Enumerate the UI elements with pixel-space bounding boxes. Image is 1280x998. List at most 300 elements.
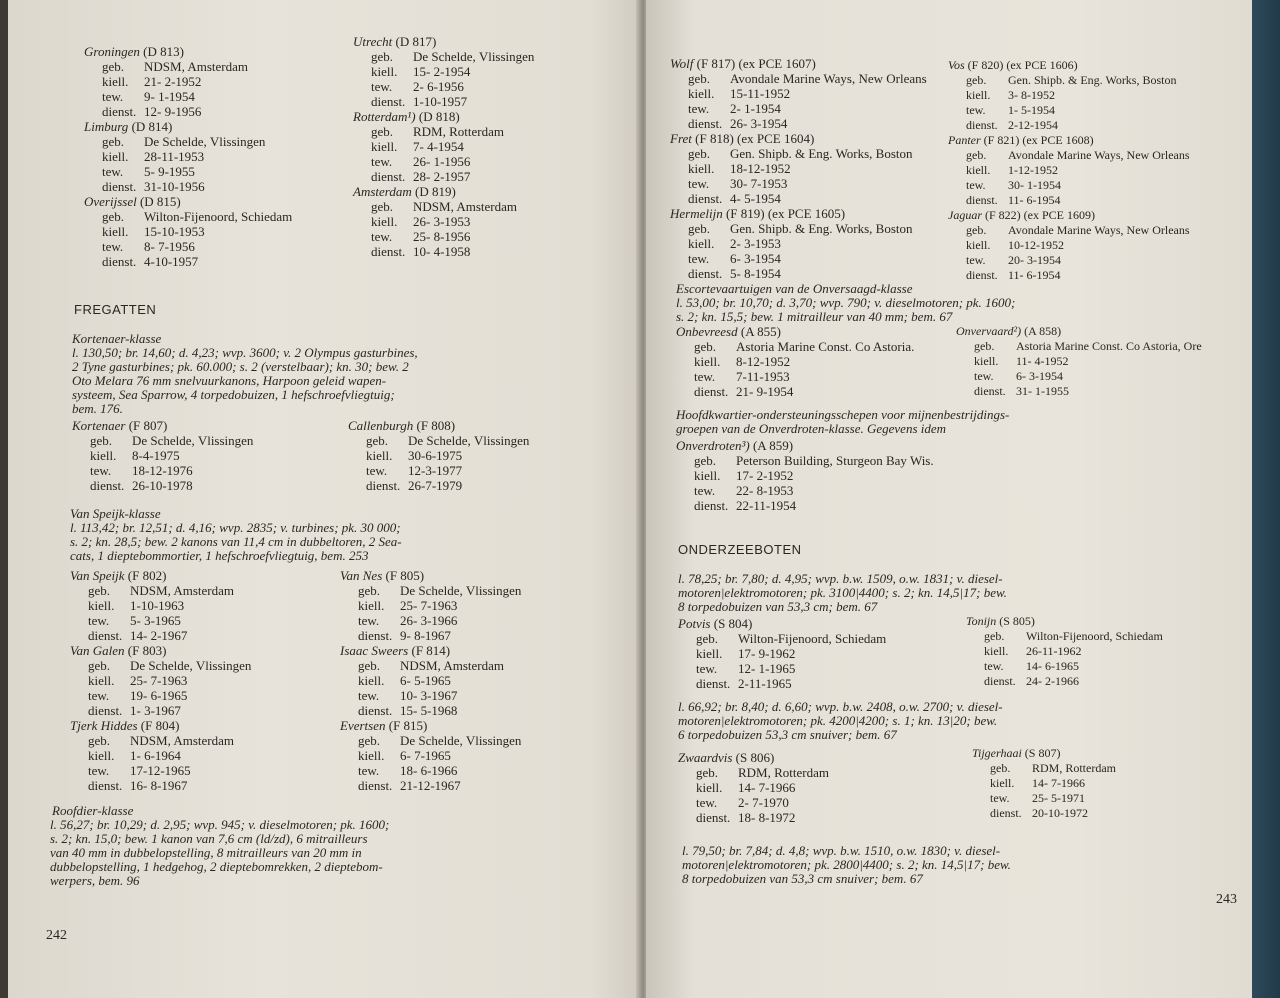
detail-label: tew. [688,251,710,266]
spec-line: dubbelopstelling, 1 hedgehog, 2 dieptebomrekken, 2 dieptebom- [50,859,383,874]
spec-block [70,521,402,563]
ship-detail-row [948,118,1190,133]
detail-value: 21- 2-1952 [144,74,202,89]
ship-code: (D 815) [139,194,181,209]
detail-value: 8- 7-1956 [144,239,195,254]
detail-value: 15-10-1953 [144,224,205,239]
spec-block [678,700,1003,742]
spec-line: werpers, bem. 96 [50,873,140,888]
ship-detail-row [956,354,1202,369]
ship-record [84,119,292,194]
detail-value: Gen. Shipb. & Eng. Works, Boston [730,146,913,161]
detail-label: tew. [694,483,716,498]
ship-title [353,34,534,49]
spec-line: l. 53,00; br. 10,70; d. 3,70; wvp. 790; v. dieselmotoren; pk. 1600; [676,295,1016,310]
ship-list [72,418,253,493]
detail-label: dienst. [88,778,123,793]
detail-label: dienst. [90,478,125,493]
ship-detail-row [353,214,534,229]
detail-label: geb. [688,146,711,161]
ship-list [70,568,251,793]
ship-detail-row [70,703,251,718]
detail-value: 18-12-1952 [730,161,791,176]
detail-value: NDSM, Amsterdam [400,658,504,673]
ship-detail-row [353,244,534,259]
spec-block [676,408,1009,436]
detail-value: 2- 6-1956 [413,79,464,94]
detail-label: tew. [358,613,380,628]
ship-record [670,206,927,281]
ship-record [972,746,1116,821]
ship-detail-row [340,613,521,628]
detail-label: kiell. [366,448,393,463]
spec-line: motoren|elektromotoren; pk. 4200|4200; s. 1; kn. 13|20; bew. [678,713,998,728]
ship-detail-row [678,780,829,795]
spec-line: motoren|elektromotoren; pk. 3100|4400; s. 2; kn. 14,5|17; bew. [678,585,1007,600]
ship-list [972,746,1116,821]
detail-label: dienst. [358,778,393,793]
detail-label: kiell. [371,139,398,154]
detail-label: kiell. [358,748,385,763]
detail-label: tew. [358,763,380,778]
ship-detail-row [678,676,886,691]
ship-code: (F 821) (ex PCE 1608) [983,133,1094,147]
ship-code: (F 803) [127,643,167,658]
detail-value: 22- 8-1953 [736,483,794,498]
detail-label: tew. [688,101,710,116]
ship-detail-row [70,763,251,778]
detail-value: 11- 4-1952 [1016,354,1069,368]
detail-label: dienst. [984,674,1016,688]
detail-value: 1-10-1957 [413,94,468,109]
ship-record [340,568,521,643]
detail-label: kiell. [88,748,115,763]
ship-list [678,616,886,691]
ship-detail-row [340,673,521,688]
detail-label: kiell. [102,224,129,239]
detail-value: 7-11-1953 [736,369,790,384]
ship-code: (F 814) [411,643,451,658]
detail-label: tew. [696,661,718,676]
ship-code: (A 858) [1024,324,1062,338]
ship-detail-row [353,154,534,169]
spec-line: l. 56,27; br. 10,29; d. 2,95; wvp. 945; v. dieselmotoren; pk. 1600; [50,817,390,832]
ship-code: (S 805) [999,614,1035,628]
ship-detail-row [348,463,529,478]
ship-title [70,643,251,658]
detail-label: kiell. [358,673,385,688]
spec-line: Escortevaartuigen van de Onversaagd-klasse [676,281,913,296]
detail-value: Wilton-Fijenoord, Schiedam [144,209,293,224]
spec-line: l. 66,92; br. 8,40; d. 6,60; wvp. b.w. 2408, o.w. 2700; v. diesel- [678,699,1003,714]
spec-block [50,818,389,888]
ship-detail-row [678,810,829,825]
ship-detail-row [84,209,292,224]
ship-detail-row [84,239,292,254]
detail-value: 2-11-1965 [738,676,792,691]
detail-label: tew. [102,89,124,104]
ship-code: (S 806) [735,750,775,765]
ship-detail-row [676,483,934,498]
ship-title [676,324,914,339]
ship-detail-row [340,688,521,703]
detail-label: tew. [990,791,1010,805]
ship-detail-row [353,199,534,214]
detail-label: geb. [102,134,125,149]
ship-detail-row [72,463,253,478]
ship-detail-row [72,433,253,448]
ship-detail-row [948,238,1190,253]
detail-label: dienst. [371,169,406,184]
ship-record [353,109,534,184]
ship-detail-row [972,761,1116,776]
detail-label: geb. [966,148,987,162]
detail-value: NDSM, Amsterdam [413,199,517,214]
ship-name: Onvervaard²) [956,324,1022,338]
detail-value: 12- 1-1965 [738,661,796,676]
ship-record [676,438,934,513]
detail-label: kiell. [984,644,1009,658]
ship-detail-row [670,146,927,161]
detail-label: kiell. [966,88,991,102]
detail-label: kiell. [966,163,991,177]
ship-name: Hermelijn [670,206,723,221]
ship-detail-row [670,161,927,176]
page-number: 243 [1216,892,1237,907]
detail-label: geb. [696,765,719,780]
detail-value: 14- 7-1966 [738,780,796,795]
detail-value: 2- 3-1953 [730,236,781,251]
detail-value: De Schelde, Vlissingen [132,433,254,448]
ship-code: (D 819) [415,184,456,199]
ship-title [670,56,927,71]
detail-value: 26-11-1962 [1026,644,1082,658]
ship-list [348,418,529,493]
ship-detail-row [70,658,251,673]
detail-value: 19- 6-1965 [130,688,188,703]
detail-value: 25- 7-1963 [130,673,188,688]
detail-value: 28- 2-1957 [413,169,471,184]
ship-detail-row [956,384,1202,399]
detail-label: geb. [102,59,125,74]
ship-detail-row [70,688,251,703]
ship-title [972,746,1116,761]
spec-block [682,844,1011,886]
detail-value: 16- 8-1967 [130,778,188,793]
ship-detail-row [70,778,251,793]
detail-value: 30- 1-1954 [1008,178,1061,192]
ship-record [70,718,251,793]
detail-label: kiell. [694,354,721,369]
ship-name: Van Speijk [70,568,125,583]
ship-detail-row [70,673,251,688]
ship-detail-row [676,453,934,468]
detail-label: kiell. [371,214,398,229]
ship-detail-row [84,254,292,269]
detail-label: geb. [358,733,381,748]
spec-block [676,282,1015,324]
ship-detail-row [84,104,292,119]
detail-label: kiell. [688,86,715,101]
detail-label: tew. [88,763,110,778]
detail-label: dienst. [696,676,731,691]
ship-list [678,750,829,825]
ship-title [348,418,529,433]
ship-record [676,324,914,399]
ship-name: Onbevreesd [676,324,738,339]
spec-line: bem. 176. [72,401,123,416]
detail-label: geb. [966,223,987,237]
ship-detail-row [353,169,534,184]
ship-detail-row [72,448,253,463]
detail-label: dienst. [688,266,723,281]
spec-line: l. 78,25; br. 7,80; d. 4,95; wvp. b.w. 1509, o.w. 1831; v. diesel- [678,571,1003,586]
class-title: Kortenaer-klasse [72,331,162,346]
ship-detail-row [966,659,1163,674]
ship-title [84,119,292,134]
detail-value: 7- 4-1954 [413,139,464,154]
ship-name: Van Nes [340,568,383,583]
spec-line: l. 113,42; br. 12,51; d. 4,16; wvp. 2835; v. turbines; pk. 30 000; [70,520,401,535]
detail-label: dienst. [102,104,137,119]
detail-label: geb. [371,199,394,214]
detail-label: dienst. [358,628,393,643]
detail-value: 18- 8-1972 [738,810,796,825]
detail-value: Wilton-Fijenoord, Schiedam [738,631,887,646]
detail-value: 24- 2-1966 [1026,674,1079,688]
detail-value: Avondale Marine Ways, New Orleans [1008,148,1190,162]
detail-value: De Schelde, Vlissingen [400,583,522,598]
detail-value: RDM, Rotterdam [413,124,504,139]
ship-record [72,418,253,493]
spec-line: 8 torpedobuizen van 53,3 cm snuiver; bem. 67 [682,871,923,886]
detail-value: 21-12-1967 [400,778,461,793]
detail-label: kiell. [966,238,991,252]
table-surface-left [0,0,8,998]
ship-detail-row [353,49,534,64]
book-cover-edge [1252,0,1280,998]
ship-code: (F 804) [140,718,180,733]
detail-value: 2-12-1954 [1008,118,1058,132]
ship-name: Vos [948,58,965,72]
ship-detail-row [84,89,292,104]
detail-label: kiell. [88,598,115,613]
detail-value: Avondale Marine Ways, New Orleans [730,71,927,86]
detail-label: tew. [371,79,393,94]
ship-detail-row [670,266,927,281]
ship-name: Isaac Sweers [340,643,409,658]
ship-code: (A 859) [752,438,794,453]
ship-detail-row [948,103,1190,118]
detail-value: 18-12-1976 [132,463,193,478]
ship-title [948,58,1190,73]
ship-code: (S 804) [713,616,753,631]
page-number: 242 [46,928,67,943]
ship-detail-row [948,178,1190,193]
detail-value: De Schelde, Vlissingen [400,733,522,748]
detail-label: geb. [688,71,711,86]
ship-code: (F 819) (ex PCE 1605) [725,206,846,221]
section-heading: FREGATTEN [74,302,157,317]
spec-line: Oto Melara 76 mm snelvuurkanons, Harpoon geleid wapen- [72,373,387,388]
ship-code: (D 814) [131,119,173,134]
detail-label: kiell. [90,448,117,463]
ship-code: (F 822) (ex PCE 1609) [985,208,1095,222]
ship-name: Groningen [84,44,140,59]
detail-label: tew. [90,463,112,478]
left-page [8,0,642,998]
detail-label: kiell. [696,646,723,661]
detail-value: 3- 8-1952 [1008,88,1055,102]
detail-value: De Schelde, Vlissingen [130,658,252,673]
ship-detail-row [340,748,521,763]
detail-value: 9- 1-1954 [144,89,195,104]
ship-detail-row [670,221,927,236]
detail-value: RDM, Rotterdam [1032,761,1116,775]
ship-detail-row [670,236,927,251]
ship-detail-row [84,224,292,239]
detail-label: dienst. [371,94,406,109]
detail-value: 14- 6-1965 [1026,659,1079,673]
ship-name: Jaguar [948,208,982,222]
ship-name: Utrecht [353,34,393,49]
ship-list [340,568,521,793]
detail-label: kiell. [102,149,129,164]
detail-label: kiell. [688,236,715,251]
ship-detail-row [340,658,521,673]
ship-title [340,568,521,583]
detail-label: geb. [88,658,111,673]
ship-detail-row [340,628,521,643]
detail-value: Gen. Shipb. & Eng. Works, Boston [730,221,913,236]
detail-label: tew. [102,164,124,179]
ship-record [948,58,1190,133]
detail-label: kiell. [696,780,723,795]
class-title: Roofdier-klasse [52,803,134,818]
detail-label: tew. [688,176,710,191]
ship-record [353,184,534,259]
ship-detail-row [84,179,292,194]
detail-label: kiell. [694,468,721,483]
ship-title [966,614,1163,629]
detail-value: 2- 1-1954 [730,101,781,116]
detail-value: 14- 2-1967 [130,628,188,643]
detail-label: dienst. [966,193,998,207]
detail-value: NDSM, Amsterdam [130,583,234,598]
ship-title [70,718,251,733]
detail-value: 15- 5-1968 [400,703,458,718]
ship-detail-row [676,339,914,354]
detail-label: geb. [366,433,389,448]
ship-record [70,568,251,643]
ship-detail-row [948,73,1190,88]
detail-value: 6- 3-1954 [730,251,781,266]
detail-value: 8-12-1952 [736,354,791,369]
detail-label: geb. [990,761,1011,775]
ship-title [670,131,927,146]
ship-code: (D 818) [418,109,460,124]
ship-detail-row [70,628,251,643]
ship-name: Tjerk Hiddes [70,718,138,733]
ship-detail-row [966,629,1163,644]
detail-value: 30-6-1975 [408,448,463,463]
ship-list [956,324,1202,399]
ship-record [948,208,1190,283]
detail-value: 26- 1-1956 [413,154,471,169]
spec-line: motoren|elektromotoren; pk. 2800|4400; s. 2; kn. 14,5|17; bew. [682,857,1011,872]
spec-line: s. 2; kn. 15,5; bew. 1 mitrailleur van 40 mm; bem. 67 [676,309,953,324]
ship-title [72,418,253,433]
detail-value: 4-10-1957 [144,254,199,269]
ship-record [84,194,292,269]
detail-value: 4- 5-1954 [730,191,781,206]
detail-value: 20-10-1972 [1032,806,1088,820]
ship-detail-row [948,268,1190,283]
ship-detail-row [70,598,251,613]
spec-line: 6 torpedobuizen 53,3 cm snuiver; bem. 67 [678,727,897,742]
ship-detail-row [72,478,253,493]
detail-value: 26- 3-1966 [400,613,458,628]
ship-detail-row [340,778,521,793]
detail-value: 26- 3-1954 [730,116,788,131]
ship-detail-row [353,124,534,139]
ship-title [340,718,521,733]
ship-detail-row [972,776,1116,791]
detail-value: NDSM, Amsterdam [144,59,248,74]
detail-label: dienst. [696,810,731,825]
spec-line: van 40 mm in dubbelopstelling, 8 mitrailleurs van 20 mm in [50,845,362,860]
detail-value: 17-12-1965 [130,763,191,778]
detail-value: 5- 3-1965 [130,613,181,628]
detail-value: 1- 3-1967 [130,703,181,718]
ship-detail-row [676,468,934,483]
ship-title [84,194,292,209]
ship-list [353,34,534,259]
ship-detail-row [678,661,886,676]
ship-name: Potvis [678,616,711,631]
ship-code: (A 855) [740,324,781,339]
detail-label: geb. [371,124,394,139]
ship-title [84,44,292,59]
ship-name: Callenburgh [348,418,414,433]
ship-detail-row [670,251,927,266]
detail-value: De Schelde, Vlissingen [408,433,530,448]
detail-value: 1- 5-1954 [1008,103,1055,117]
detail-value: Astoria Marine Const. Co Astoria. [736,339,915,354]
ship-detail-row [348,478,529,493]
detail-label: dienst. [371,244,406,259]
section-heading: ONDERZEEBOTEN [678,542,802,557]
detail-label: dienst. [990,806,1022,820]
detail-label: dienst. [688,191,723,206]
ship-title [678,616,886,631]
detail-label: dienst. [102,254,137,269]
ship-record [340,718,521,793]
ship-detail-row [340,583,521,598]
ship-record [348,418,529,493]
detail-label: tew. [696,795,718,810]
ship-record [678,750,829,825]
ship-detail-row [70,733,251,748]
detail-label: geb. [358,583,381,598]
detail-label: tew. [371,229,393,244]
detail-label: dienst. [102,179,137,194]
ship-detail-row [340,598,521,613]
ship-detail-row [353,229,534,244]
detail-value: 11- 6-1954 [1008,268,1061,282]
ship-code: (F 820) (ex PCE 1606) [967,58,1078,72]
detail-value: 10- 4-1958 [413,244,471,259]
